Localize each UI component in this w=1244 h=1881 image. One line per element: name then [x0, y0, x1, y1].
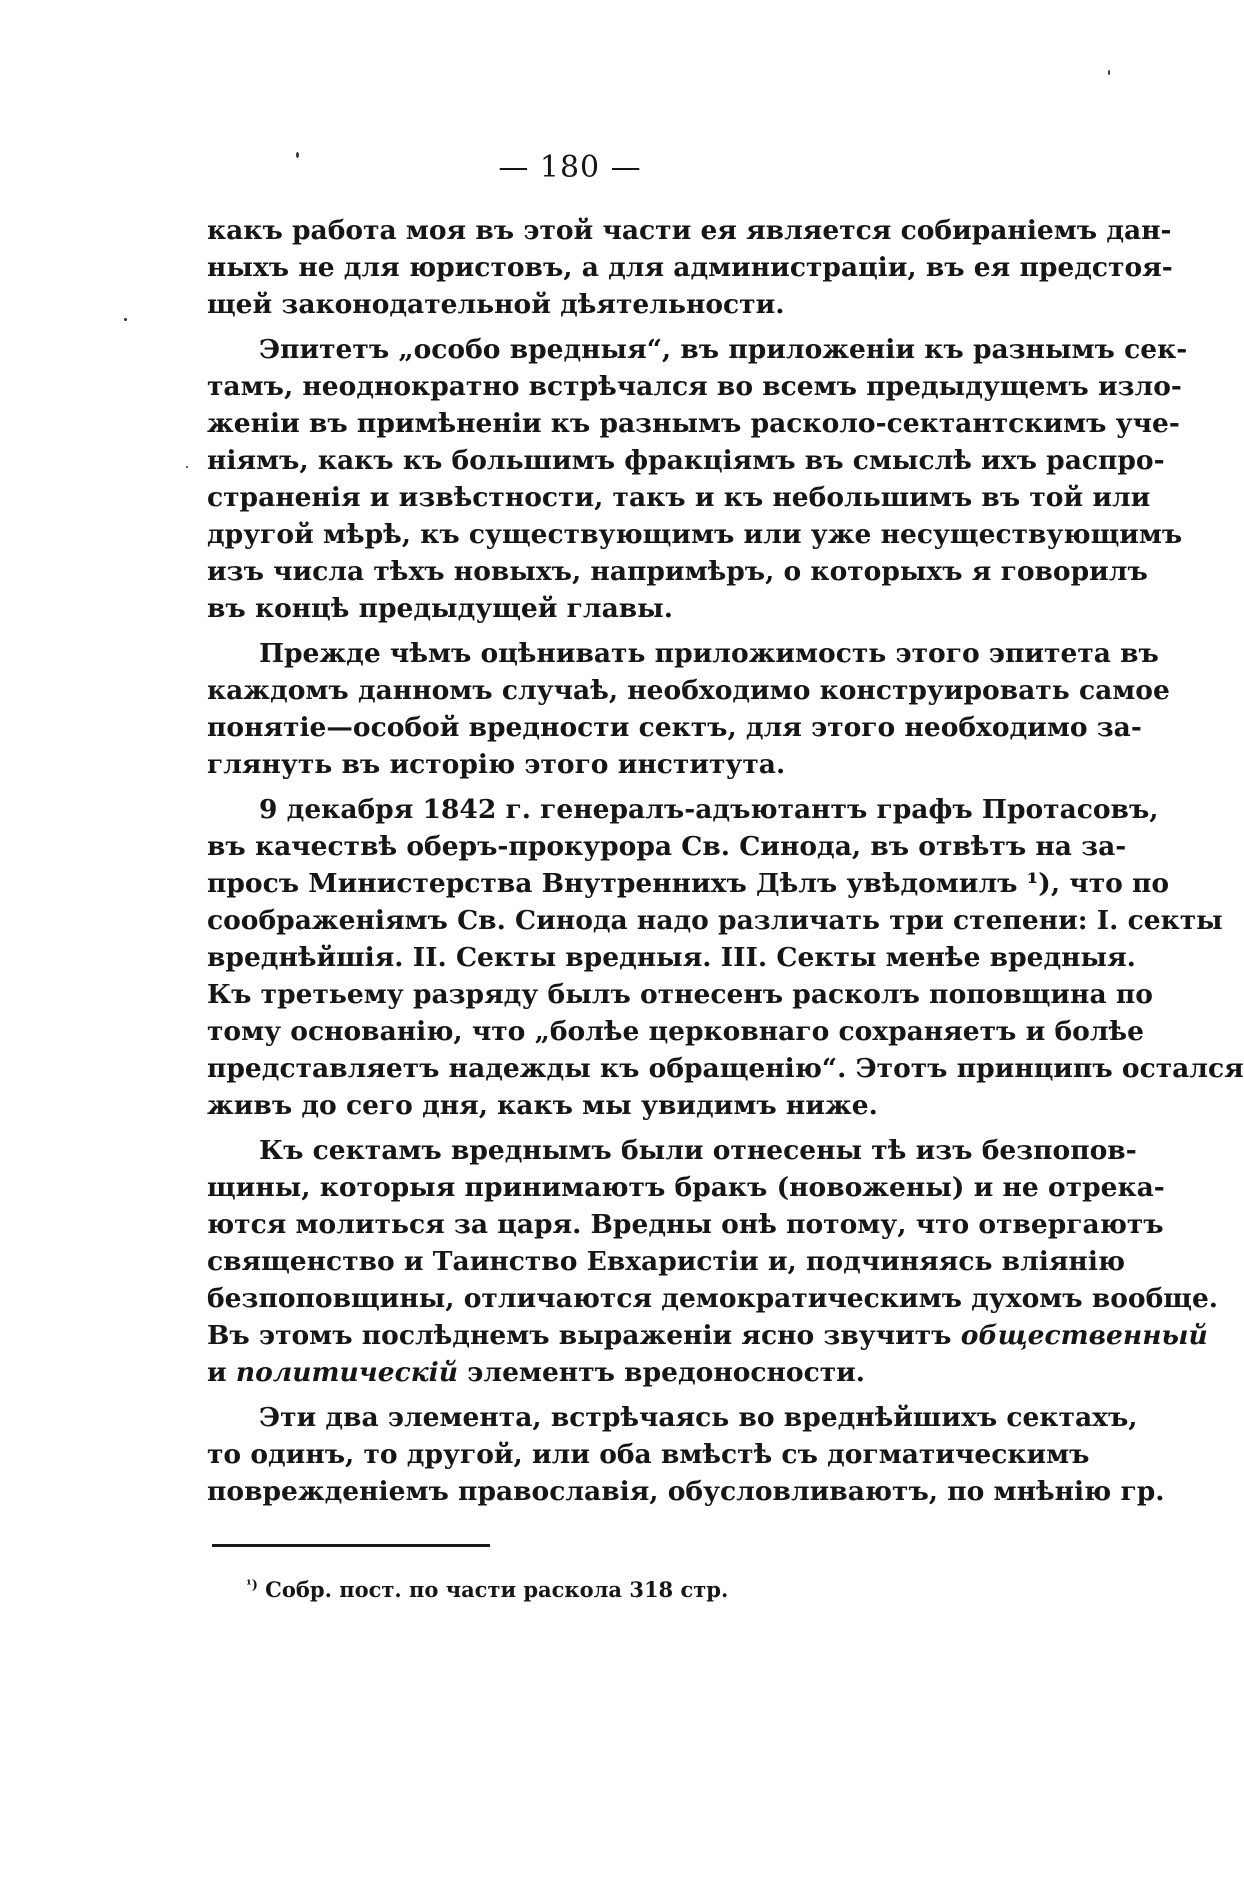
text-line	[207, 1317, 1208, 1354]
scan-speck	[186, 466, 188, 468]
paragraph-3	[207, 635, 1170, 783]
italic-term: общественный	[960, 1320, 1208, 1351]
text-line	[207, 1354, 1043, 1391]
text-run: и	[207, 1357, 227, 1388]
text-line: въ концѣ предыдущей главы.	[207, 593, 673, 624]
footnote-marker: ¹)	[246, 1578, 258, 1593]
footnote	[246, 1577, 728, 1602]
paragraph-6	[207, 1399, 1165, 1510]
text-line: понятіе—особой вредности сектъ, для этого необходимо за-	[207, 712, 1142, 743]
text-line: ныхъ не для юристовъ, а для администраціи, въ ея предстоя-	[207, 252, 1173, 283]
text-line: то одинъ, то другой, или оба вмѣстѣ съ догматическимъ	[207, 1439, 1090, 1470]
text-line: какъ работа моя въ этой части ея является собираніемъ дан-	[207, 215, 1172, 246]
text-run: элементъ вредоносности.	[467, 1357, 866, 1388]
text-line: вреднѣйшія. II. Секты вредныя. III. Секты менѣе вредныя.	[207, 942, 1136, 973]
paragraph-2	[207, 331, 1188, 627]
text-line: безпоповщины, отличаются демократическимъ духомъ вообще.	[207, 1283, 1219, 1314]
text-line: тому основанію, что „болѣе церковнаго сохраняетъ и болѣе	[207, 1016, 1144, 1047]
paragraph-5	[207, 1132, 1219, 1391]
text-line: глянуть въ исторію этого института.	[207, 749, 786, 780]
body-text	[207, 212, 1244, 1510]
paragraph-4	[207, 791, 1244, 1124]
text-line: ются молиться за царя. Вредны онѣ потому, что отвергаютъ	[207, 1209, 1164, 1240]
italic-term: политическій	[235, 1357, 459, 1388]
text-line: просъ Министерства Внутреннихъ Дѣлъ увѣдомилъ ¹), что по	[207, 868, 1170, 899]
text-line: представляетъ надежды къ обращенію“. Этотъ принципъ остался	[207, 1053, 1244, 1084]
text-line: Къ третьему разряду былъ отнесенъ расколъ поповщина по	[207, 979, 1153, 1010]
footnote-divider	[212, 1544, 490, 1547]
paragraph-1	[207, 212, 1173, 323]
text-line: изъ числа тѣхъ новыхъ, напримѣръ, о которыхъ я говорилъ	[207, 556, 1148, 587]
text-line: страненія и извѣстности, такъ и къ небольшимъ въ той или	[207, 482, 1151, 513]
text-line: поврежденіемъ православія, обусловливаютъ, по мнѣнію гр.	[207, 1476, 1165, 1507]
text-line: Къ сектамъ вреднымъ были отнесены тѣ изъ безпопов-	[259, 1135, 1137, 1166]
text-line: 9 декабря 1842 г. генералъ-адъютантъ графъ Протасовъ,	[259, 794, 1159, 825]
text-line: тамъ, неоднократно встрѣчался во всемъ предыдущемъ изло-	[207, 371, 1182, 402]
text-line: соображеніямъ Св. Синода надо различать три степени: І. секты	[207, 905, 1223, 936]
text-line: живъ до сего дня, какъ мы увидимъ ниже.	[207, 1090, 878, 1121]
text-line: священство и Таинство Евхаристіи и, подчиняясь вліянію	[207, 1246, 1126, 1277]
text-line: Эти два элемента, встрѣчаясь во вреднѣйшихъ сектахъ,	[259, 1402, 1138, 1433]
scan-speck	[296, 152, 299, 158]
footnote-text: Собр. пост. по части раскола 318 стр.	[265, 1577, 729, 1602]
text-line: каждомъ данномъ случаѣ, необходимо конструировать самое	[207, 675, 1170, 706]
text-run: Въ этомъ послѣднемъ выраженіи ясно звучитъ	[207, 1320, 952, 1351]
text-line: щины, которыя принимаютъ бракъ (новожены) и не отрека-	[207, 1172, 1165, 1203]
text-line: другой мѣрѣ, къ существующимъ или уже несуществующимъ	[207, 519, 1183, 550]
text-line: женіи въ примѣненіи къ разнымъ расколо-сектантскимъ уче-	[207, 408, 1180, 439]
scan-speck	[1108, 70, 1110, 75]
text-line: Прежде чѣмъ оцѣнивать приложимость этого эпитета въ	[259, 638, 1159, 669]
text-line: въ качествѣ оберъ-прокурора Св. Синода, въ отвѣтъ на за-	[207, 831, 1127, 862]
text-line: ніямъ, какъ къ большимъ фракціямъ въ смыслѣ ихъ распро-	[207, 445, 1165, 476]
text-line: Эпитетъ „особо вредныя“, въ приложеніи къ разнымъ сек-	[259, 334, 1188, 365]
text-line: щей законодательной дѣятельности.	[207, 289, 785, 320]
scan-speck	[124, 318, 127, 321]
page-number: — 180 —	[498, 150, 642, 185]
